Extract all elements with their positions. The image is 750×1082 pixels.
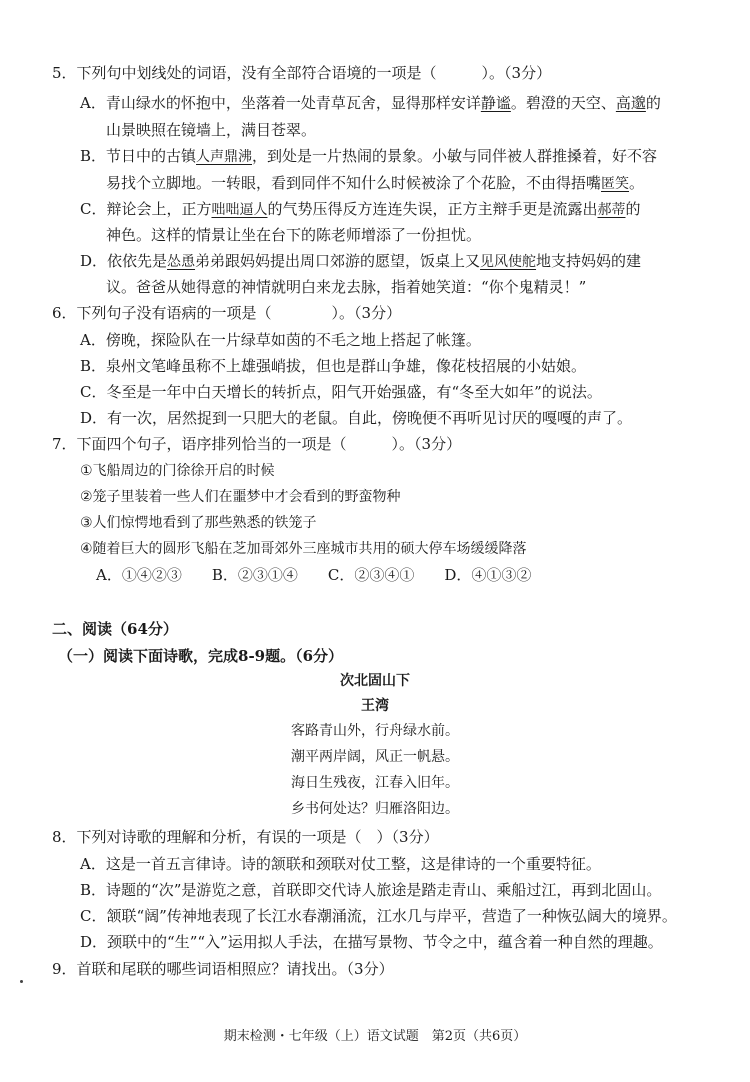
q7-sentence-1: ①飞船周边的门徐徐开启的时候 <box>80 463 275 479</box>
q6-stem: 6．下列句子没有语病的一项是（ ）。（3分） <box>52 304 402 322</box>
q5-option-a-line2: 山景映照在镜墙上，满目苍翠。 <box>106 121 317 139</box>
q7-sentence-4: ④随着巨大的圆形飞船在芝加哥郊外三座城市共用的硕大停车场缓缓降落 <box>80 541 527 557</box>
q6-option-b: B．泉州文笔峰虽称不上雄强峭拔，但也是群山争雄，像花枝招展的小姑娘。 <box>80 357 587 375</box>
q8-option-d: D．颈联中的“生”“入”运用拟人手法，在描写景物、节令之中，蕴含着一种自然的理趣。 <box>80 933 663 951</box>
q5-stem: 5．下列句中划线处的词语，没有全部符合语境的一项是（ ）。（3分） <box>52 64 552 82</box>
poem-line-1: 客路青山外，行舟绿水前。 <box>291 723 459 739</box>
q5-d-underlined-word-2: 见风使舵 <box>480 254 537 270</box>
q7-sentence-3: ③人们惊愕地看到了那些熟悉的铁笼子 <box>80 515 317 531</box>
q5-c-underlined-word-2: 郝蒂 <box>597 202 626 218</box>
q5-c-underlined-word-1: 咄咄逼人 <box>211 202 268 218</box>
scan-speck <box>20 980 23 983</box>
q8-stem: 8．下列对诗歌的理解和分析，有误的一项是（ ）（3分） <box>52 828 439 846</box>
q5-d-underlined-word-1: 怂恿 <box>167 254 196 270</box>
page-footer: 期末检测・七年级（上）语文试题 第2页（共6页） <box>223 1029 527 1044</box>
q7-options: A．①④②③ B．②③①④ C．②③④① D．④①③② <box>96 566 532 584</box>
q5-a-underlined-word-1: 静谧 <box>480 94 511 112</box>
q5-b-underlined-word-1: 人声鼎沸 <box>196 149 253 165</box>
q9-stem: 9．首联和尾联的哪些词语相照应？请找出。（3分） <box>52 960 394 978</box>
poem-line-3: 海日生残夜，江春入旧年。 <box>291 775 459 791</box>
q6-option-c: C．冬至是一年中白天增长的转折点，阳气开始强盛，有“冬至大如年”的说法。 <box>80 383 602 401</box>
q5-option-d-line1: D．依依先是怂恿弟弟跟妈妈提出周口郊游的愿望，饭桌上又见风使舵地支持妈妈的建 <box>80 252 642 270</box>
q5-b-underlined-word-2: 匿笑 <box>601 176 630 192</box>
poem-title: 次北固山下 <box>340 673 410 689</box>
q5-a-underlined-word-2: 高邈 <box>615 94 646 112</box>
q7-sentence-2: ②笼子里装着一些人们在噩梦中才会看到的野蛮物种 <box>80 489 401 505</box>
q5-option-c-line1: C．辩论会上，正方咄咄逼人的气势压得反方连连失误，正方主辩手更是流露出郝蒂的 <box>80 200 641 218</box>
q8-option-c: C．颔联“阔”传神地表现了长江水春潮涌流，江水几与岸平，营造了一种恢弘阔大的境界。 <box>80 907 677 925</box>
q5-option-b-line1: B．节日中的古镇人声鼎沸，到处是一片热闹的景象。小敏与同伴被人群推搡着，好不容 <box>80 147 658 165</box>
poem-line-2: 潮平两岸阔，风正一帆悬。 <box>291 749 459 765</box>
q6-option-a: A．傍晚，探险队在一片绿草如茵的不毛之地上搭起了帐篷。 <box>80 331 481 349</box>
section-2-subtitle: （一）阅读下面诗歌，完成8-9题。（6分） <box>58 647 344 665</box>
q5-option-d-line2: 议。爸爸从她得意的神情就明白来龙去脉，指着她笑道：“你个鬼精灵！” <box>106 278 587 296</box>
poem-line-4: 乡书何处达？归雁洛阳边。 <box>291 801 459 817</box>
q5-option-a-line1: A．青山绿水的怀抱中，坐落着一处青草瓦舍，显得那样安详静谧。碧澄的天空、高邈的 <box>80 94 661 112</box>
q5-option-b-line2: 易找个立脚地。一转眼，看到同伴不知什么时候被涂了个花脸，不由得捂嘴匿笑。 <box>106 174 645 192</box>
section-2-title: 二、阅读（64分） <box>52 620 178 638</box>
q6-option-d: D．有一次，居然捉到一只肥大的老鼠。自此，傍晚便不再听见讨厌的嘎嘎的声了。 <box>80 409 633 427</box>
poem-author: 王湾 <box>361 698 389 714</box>
q7-stem: 7．下面四个句子，语序排列恰当的一项是（ ）。（3分） <box>52 435 462 453</box>
q8-option-a: A．这是一首五言律诗。诗的颔联和颈联对仗工整，这是律诗的一个重要特征。 <box>80 855 601 873</box>
q8-option-b: B．诗题的“次”是游览之意，首联即交代诗人旅途是踏走青山、乘船过江，再到北固山。 <box>80 881 662 899</box>
q5-option-c-line2: 神色。这样的情景让坐在台下的陈老师增添了一份担忧。 <box>106 226 482 244</box>
